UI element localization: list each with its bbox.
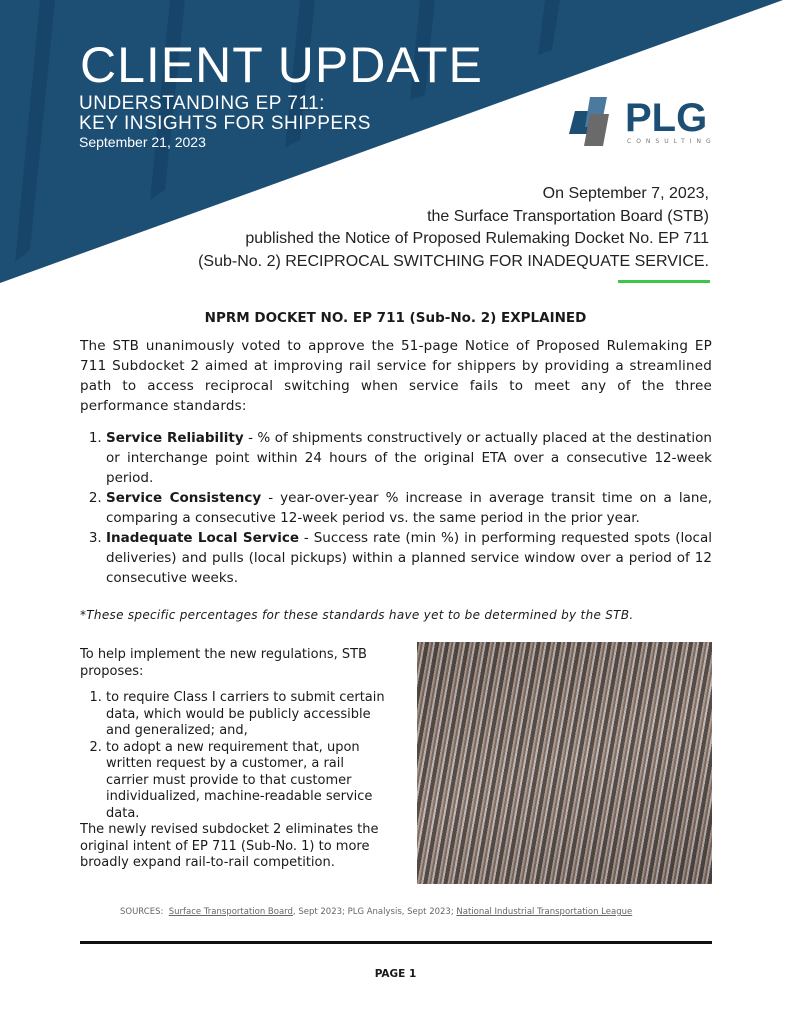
standards-list <box>88 428 712 588</box>
intro-line: (Sub-No. 2) RECIPROCAL SWITCHING FOR INADEQUATE SERVICE. <box>198 252 709 270</box>
rail-yard-photo <box>417 642 712 884</box>
proposals-intro: To help implement the new regulations, STB proposes: <box>80 647 367 679</box>
list-item <box>106 488 712 528</box>
proposals-list <box>80 690 390 822</box>
intro-line: On September 7, 2023, <box>542 185 709 202</box>
standard-title: Service Reliability <box>106 430 244 446</box>
document-title: CLIENT UPDATE <box>80 37 483 93</box>
sources <box>120 907 632 917</box>
list-item <box>106 428 712 488</box>
plg-logo-mark-icon <box>565 97 623 147</box>
standard-title: Inadequate Local Service <box>106 530 299 546</box>
intro-statement <box>198 183 709 273</box>
section-paragraph: The STB unanimously voted to approve the 51-page Notice of Proposed Rulemaking EP 711 Subdocket 2 aimed at improving rail service for shippers by providing a streamlined path to access reciprocal switching when service fails to meet any of the three performance standards: <box>80 338 712 414</box>
plg-logo <box>565 97 715 149</box>
logo-name: PLG <box>625 96 708 140</box>
section-heading: NPRM DOCKET NO. EP 711 (Sub-No. 2) EXPLAINED <box>204 310 587 326</box>
logo-tagline: CONSULTING <box>627 138 716 145</box>
standard-title: Service Consistency <box>106 490 262 506</box>
standard-text: - year-over-year % increase in average transit time on a lane, comparing a consecutive 12-week period vs. the same period in the prior year. <box>106 490 712 526</box>
subtitle-line-2: KEY INSIGHTS FOR SHIPPERS <box>79 113 371 134</box>
proposals-closing: The newly revised subdocket 2 eliminates the original intent of EP 711 (Sub-No. 1) to more broadly expand rail-to-rail competition. <box>80 822 379 870</box>
subtitle-line-1: UNDERSTANDING EP 711: <box>79 93 325 114</box>
list-item: 2. to adopt a new requirement that, upon written request by a customer, a rail carrier must provide to that customer individualized, machine-readable service data. <box>106 740 390 823</box>
sources-label: SOURCES: <box>120 907 164 917</box>
standard-text: - % of shipments constructively or actually placed at the destination or interchange point within 24 hours of the original ETA over a consecutive 12-week period. <box>106 430 712 486</box>
proposals <box>80 647 390 872</box>
accent-divider <box>618 280 710 283</box>
stb-link[interactable]: Surface Transportation Board <box>168 907 293 917</box>
page-number: PAGE 1 <box>374 968 417 980</box>
footnote: *These specific percentages for these standards have yet to be determined by the STB. <box>80 608 634 622</box>
intro-line: the Surface Transportation Board (STB) <box>427 207 709 225</box>
document-date: September 21, 2023 <box>79 134 206 150</box>
list-item: 1. to require Class I carriers to submit certain data, which would be publicly accessible and generalized; and, <box>106 690 390 740</box>
intro-line: published the Notice of Proposed Rulemaking Docket No. EP 711 <box>245 230 709 247</box>
list-item <box>106 528 712 588</box>
standard-text: - Success rate (min %) in performing requested spots (local deliveries) and pulls (local pickups) within a planned service window over a period of 12 consecutive weeks. <box>106 530 713 586</box>
footer-divider <box>80 941 712 944</box>
sources-text: , Sept 2023; PLG Analysis, Sept 2023; <box>292 907 457 917</box>
nitl-link[interactable]: National Industrial Transportation League <box>456 907 633 917</box>
